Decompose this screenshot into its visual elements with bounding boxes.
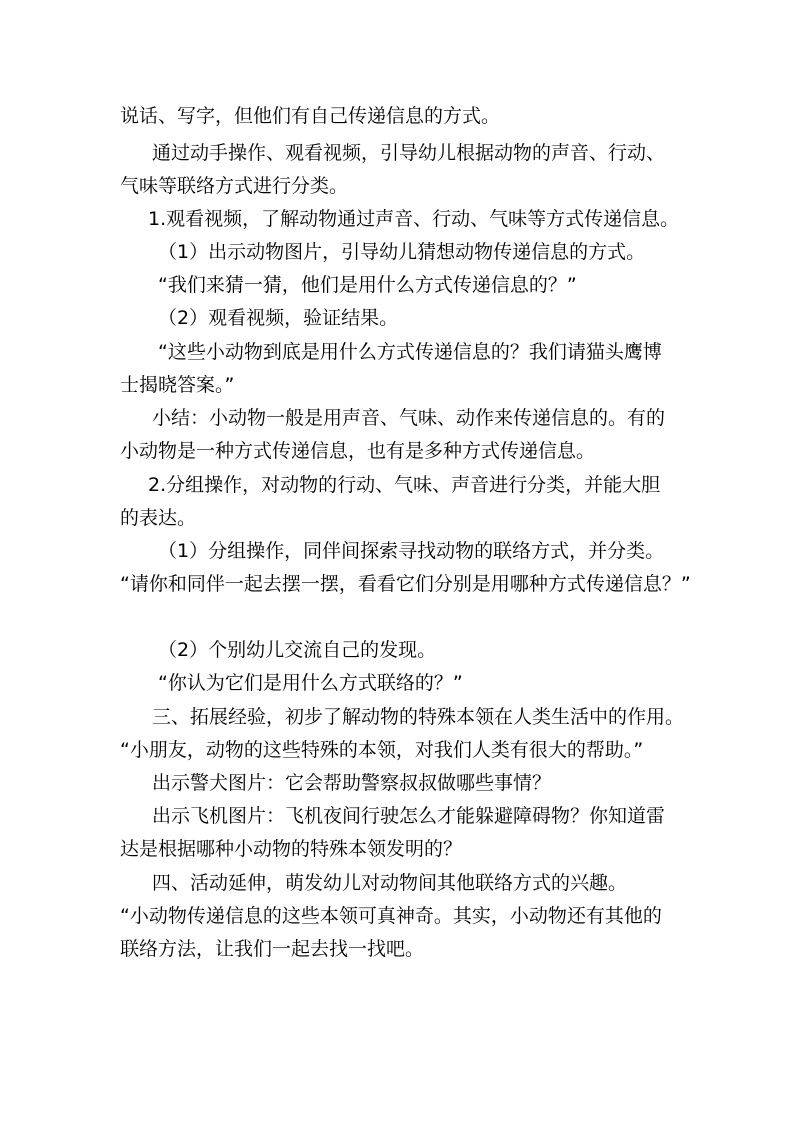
text-line: “这些小动物到底是用什么方式传递信息的？我们请猫头鹰博 xyxy=(158,341,662,363)
text-line: “你认为它们是用什么方式联络的？” xyxy=(158,672,463,694)
text-line: 四、活动延伸，萌发幼儿对动物间其他联络方式的兴趣。 xyxy=(152,872,628,894)
text-line: “我们来猜一猜，他们是用什么方式传递信息的？” xyxy=(158,274,577,296)
text-line: 1.观看视频，了解动物通过声音、行动、气味等方式传递信息。 xyxy=(148,208,680,230)
text-line: 的表达。 xyxy=(120,507,197,529)
text-line: （2）观看视频，验证结果。 xyxy=(158,307,399,329)
text-line: 联络方法，让我们一起去找一找吧。 xyxy=(120,938,425,960)
text-line: 出示警犬图片：它会帮助警察叔叔做哪些事情？ xyxy=(152,772,552,794)
text-line: 达是根据哪种小动物的特殊本领发明的？ xyxy=(120,838,463,860)
text-line: 出示飞机图片：飞机夜间行驶怎么才能躲避障碍物？你知道雷 xyxy=(152,805,666,827)
text-line: 2.分组操作，对动物的行动、气味、声音进行分类，并能大胆 xyxy=(148,474,661,496)
text-line: “请你和同伴一起去摆一摆，看看它们分别是用哪种方式传递信息？” xyxy=(120,573,691,595)
text-line: 士揭晓答案。” xyxy=(120,374,235,396)
text-line: 通过动手操作、观看视频，引导幼儿根据动物的声音、行动、 xyxy=(152,142,666,164)
text-line: “小动物传递信息的这些本领可真神奇。其实，小动物还有其他的 xyxy=(120,905,662,927)
text-line: （1）出示动物图片，引导幼儿猜想动物传递信息的方式。 xyxy=(158,241,646,263)
text-line: （2）个别幼儿交流自己的发现。 xyxy=(158,639,437,661)
text-line: 小结：小动物一般是用声音、气味、动作来传递信息的。有的 xyxy=(152,407,666,429)
text-line: 小动物是一种方式传递信息，也有是多种方式传递信息。 xyxy=(120,440,596,462)
text-line: “小朋友，动物的这些特殊的本领，对我们人类有很大的帮助。” xyxy=(120,739,644,761)
text-line: 三、拓展经验，初步了解动物的特殊本领在人类生活中的作用。 xyxy=(152,706,685,728)
text-line: （1）分组操作，同伴间探索寻找动物的联络方式，并分类。 xyxy=(158,540,665,562)
text-line: 说话、写字，但他们有自己传递信息的方式。 xyxy=(120,105,501,127)
text-line: 气味等联络方式进行分类。 xyxy=(120,175,349,197)
